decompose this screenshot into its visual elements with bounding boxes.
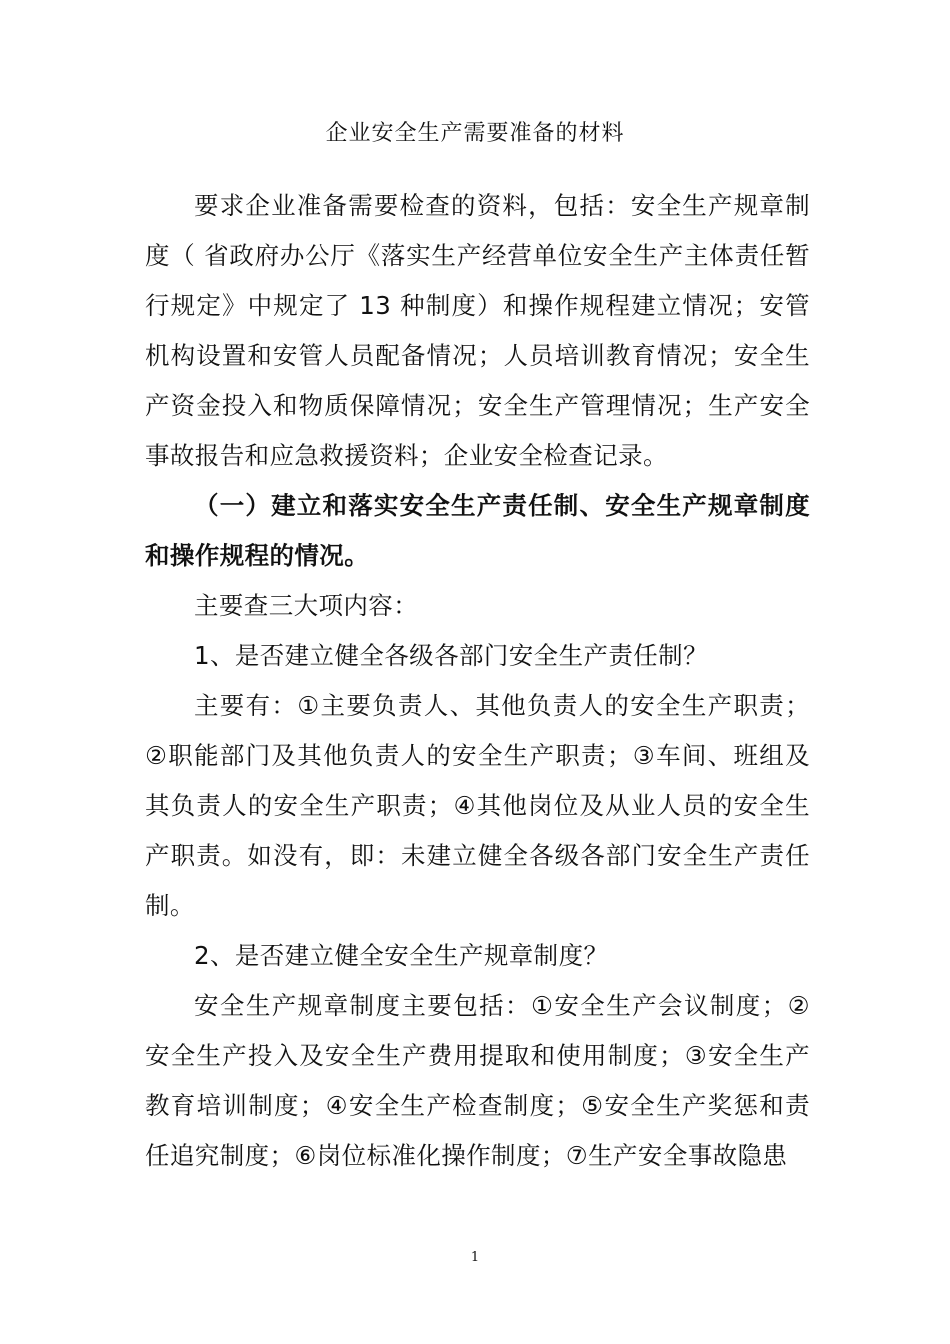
document-title: 企业安全生产需要准备的材料: [325, 121, 625, 146]
item-2-heading: 2、是否建立健全安全生产规章制度？: [194, 941, 609, 970]
item-1-paragraph: 主要有：①主要负责人、其他负责人的安全生产职责；②职能部门及其他负责人的安全生产职责；③车间、班组及其负责人的安全生产职责；④其他岗位及从业人员的安全生产职责。如没有，即：未建立健全各级各部门安全生产责任制。: [145, 691, 810, 920]
section-heading: （一）建立和落实安全生产责任制、安全生产规章制度和操作规程的情况。: [145, 491, 810, 570]
intro-paragraph: 要求企业准备需要检查的资料，包括：安全生产规章制度（ 省政府办公厅《落实生产经营单位安全生产主体责任暂行规定》中规定了 13 种制度）和操作规程建立情况；安管机构设置和安管人员配备情况；人员培训教育情况；安全生产资金投入和物质保障情况；安全生产管理情况；生产安全事故报告和应急救援资料；企业安全检查记录。: [145, 191, 810, 470]
item-1-heading: 1、是否建立健全各级各部门安全生产责任制？: [194, 641, 708, 670]
page-number: 1: [470, 1250, 480, 1265]
document-body: [145, 181, 810, 1181]
item-2-paragraph: 安全生产规章制度主要包括：①安全生产会议制度；②安全生产投入及安全生产费用提取和使用制度；③安全生产教育培训制度；④安全生产检查制度；⑤安全生产奖惩和责任追究制度；⑥岗位标准化操作制度；⑦生产安全事故隐患: [145, 991, 810, 1170]
paragraph-main-items: 主要查三大项内容：: [194, 591, 419, 620]
